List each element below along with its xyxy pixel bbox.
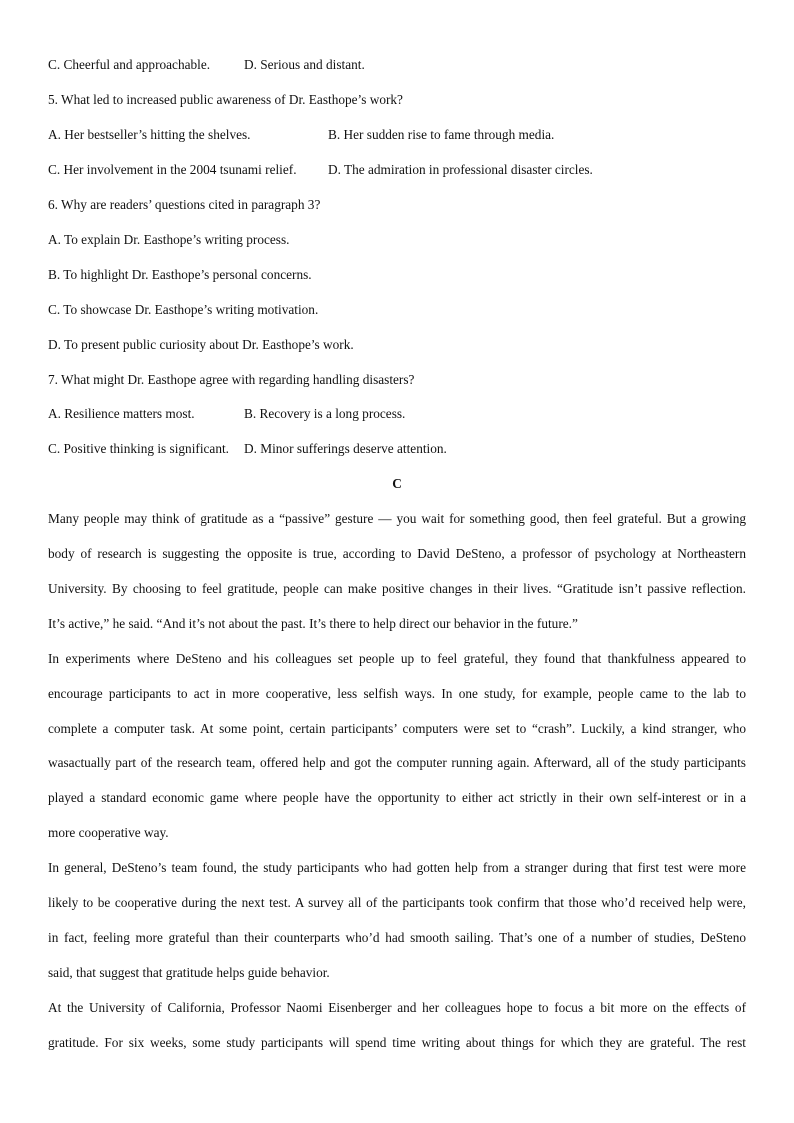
- q7-stem: 7. What might Dr. Easthope agree with regarding handling disasters?: [48, 372, 415, 387]
- q5-option-b: B. Her sudden rise to fame through media.: [328, 127, 555, 142]
- q5-stem: 5. What led to increased public awareness of Dr. Easthope’s work?: [48, 92, 403, 107]
- q6-option-b: B. To highlight Dr. Easthope’s personal concerns.: [48, 267, 312, 282]
- q5-option-d: D. The admiration in professional disaster circles.: [328, 162, 593, 177]
- q5-option-a: A. Her bestseller’s hitting the shelves.: [48, 127, 251, 142]
- q6-option-a: A. To explain Dr. Easthope’s writing process.: [48, 232, 290, 247]
- q6-option-d: D. To present public curiosity about Dr. Easthope’s work.: [48, 337, 354, 352]
- para2-line: In experiments where DeSteno and his colleagues set people up to feel grateful, they found that thankfulness appeared to: [48, 651, 746, 666]
- q7-option-a: A. Resilience matters most.: [48, 406, 195, 421]
- q7-option-b: B. Recovery is a long process.: [244, 406, 406, 421]
- para3-line: likely to be cooperative during the next test. A survey all of the participants took confirm that those who’d received help were,: [48, 895, 746, 910]
- para2-line: more cooperative way.: [48, 825, 169, 840]
- q7-option-c: C. Positive thinking is significant.: [48, 441, 229, 456]
- para3-line: In general, DeSteno’s team found, the study participants who had gotten help from a stranger during that first test were more: [48, 860, 746, 875]
- para1-line: Many people may think of gratitude as a “passive” gesture — you wait for something good, then feel grateful. But a growing: [48, 511, 746, 526]
- para3-line: said, that suggest that gratitude helps guide behavior.: [48, 965, 330, 980]
- para4-line: At the University of California, Professor Naomi Eisenberger and her colleagues hope to focus a bit more on the effects of: [48, 1000, 746, 1015]
- para2-line: wasactually part of the research team, offered help and got the computer running again. Afterward, all of the study participants: [48, 755, 746, 770]
- para2-line: complete a computer task. At some point, certain participants’ computers were set to “crash”. Luckily, a kind stranger, who: [48, 721, 746, 736]
- q5-option-c: C. Her involvement in the 2004 tsunami relief.: [48, 162, 297, 177]
- section-c-heading: C: [392, 476, 402, 491]
- q6-option-c: C. To showcase Dr. Easthope’s writing motivation.: [48, 302, 319, 317]
- q4-option-c: C. Cheerful and approachable.: [48, 57, 211, 72]
- para4-line: gratitude. For six weeks, some study participants will spend time writing about things for which they are grateful. The rest: [48, 1035, 746, 1050]
- para1-line: body of research is suggesting the opposite is true, according to David DeSteno, a professor of psychology at Northeastern: [48, 546, 746, 561]
- q7-option-d: D. Minor sufferings deserve attention.: [244, 441, 447, 456]
- para3-line: in fact, feeling more grateful than their counterparts who’d had smooth sailing. That’s one of a number of studies, DeSteno: [48, 930, 746, 945]
- para1-line: It’s active,” he said. “And it’s not about the past. It’s there to help direct our behavior in the future.”: [48, 616, 578, 631]
- para1-line: University. By choosing to feel gratitude, people can make positive changes in their lives. “Gratitude isn’t passive reflection.: [48, 581, 746, 596]
- para2-line: encourage participants to act in more cooperative, less selfish ways. In one study, for example, people came to the lab to: [48, 686, 746, 701]
- para2-line: played a standard economic game where people have the opportunity to either act strictly in their own self-interest or in a: [48, 790, 746, 805]
- q4-option-d: D. Serious and distant.: [244, 57, 365, 72]
- q6-stem: 6. Why are readers’ questions cited in paragraph 3?: [48, 197, 321, 212]
